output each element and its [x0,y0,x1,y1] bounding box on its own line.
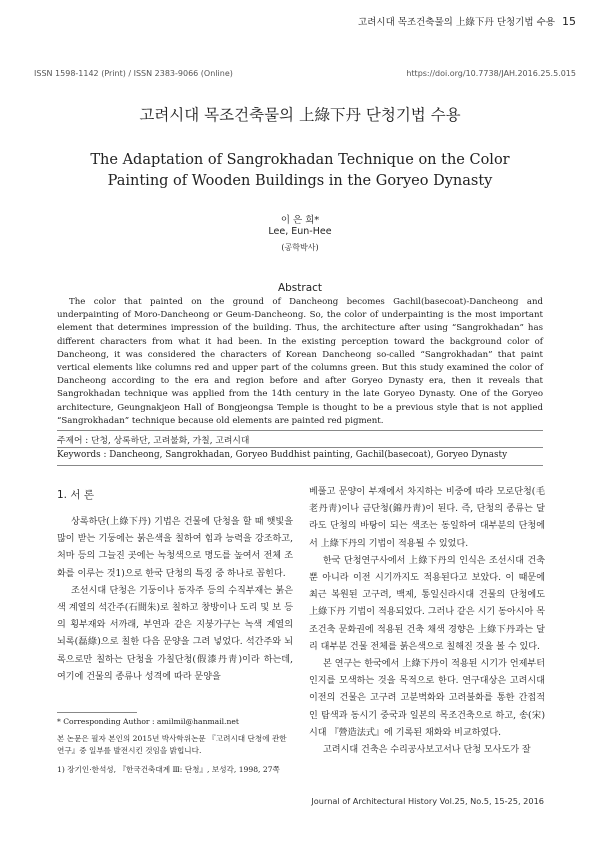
page-number: 15 [562,15,576,28]
paragraph: 상록하단(上綠下丹) 기법은 건물에 단청을 할 때 햇빛을 많이 받는 기둥에는 붉은색을 칠하여 힘과 능력을 강조하고, 처마 등의 그늘진 곳에는 녹청색으로 명도를 높여서 전체 조화를 이루는 것1)으로 한국 단청의 특징 중 하나로 꼽힌다. [57,517,293,579]
title-korean: 고려시대 목조건축물의 上綠下丹 단청기법 수용 [139,106,461,124]
running-header [358,14,576,28]
body-column-left [57,514,293,686]
author-name-korean: 이 은 희* [280,215,320,226]
abstract-body [57,296,543,428]
running-title: 고려시대 목조건축물의 上綠下丹 단청기법 수용 [358,17,555,28]
footnote-1: 1) 장기인·한석성, 『한국건축대계 Ⅲ: 단청』, 보성각, 1998, 27쪽 [57,765,280,774]
abstract-heading: Abstract [277,282,323,294]
issn: ISSN 1598-1142 (Print) / ISSN 2383-9066 (Online) [34,69,233,78]
paragraph: 고려시대 건축은 수리공사보고서나 단청 모사도가 잘 [323,745,531,756]
keywords-bottom-rule [57,465,543,466]
body-column-right [309,484,545,759]
title-english: The Adaptation of Sangrokhadan Technique on the Color Painting of Wooden Buildings in the Goryeo Dynasty [90,152,510,189]
doi-link[interactable]: https://doi.org/10.7738/JAH.2016.25.5.015 [406,69,576,78]
section-heading-introduction: 1. 서 론 [57,489,94,501]
author-affiliation: (공학박사) [281,243,319,252]
acknowledgement-note: 본 논문은 필자 본인의 2015년 박사학위논문 『고려시대 단청에 관한 연구』중 일부를 발전시킨 것임을 밝힙니다. [57,734,287,755]
keywords-mid-rule [57,447,543,448]
journal-footer: Journal of Architectural History Vol.25, No.5, 15-25, 2016 [311,796,544,806]
author-name-english: Lee, Eun-Hee [268,226,332,237]
abstract-text: The color that painted on the ground of Dancheong becomes Gachil(basecoat)-Dancheong and underpainting of Moro-Dancheong or Geum-Dancheong. So, the color of underpainting is the most important element that determines impression of the building. Thus, the architecture after using “Sangrokhadan” has different characters from what it had been. In the existing perception toward the background color of Dancheong, it was considered the characters of Korean Dancheong so-called “Sangrokhadan” that paint vertical elements like columns red and upper part of the columns green. But this study examined the color of Dancheong according to the era and region before and after Goryeo Dynasty era, then it reveals that Sangrokhadan technique was applied from the 14th century in the late Goryeo Dynasty. One of the Goryeo architecture, Geungnakjeon Hall of Bongjeongsa Temple is thought to be a previous style that is not applied “Sangrokhadan” technique because old elements are painted red pigment. [57,297,543,426]
paragraph: 조선시대 단청은 기둥이나 동자주 등의 수직부재는 붉은색 계열의 석간주(石間朱)로 칠하고 창방이나 도리 및 보 등의 횡부재와 서까래, 부연과 같은 지붕가구는 녹색 계열의 뇌록(磊綠)으로 칠한 다음 문양을 그려 넣었다. 석간주와 뇌록으로만 칠하는 단청을 가칠단청(假漆丹靑)이라 하는데, 여기에 건물의 종류나 성격에 따라 문양을 [57,585,293,682]
corresponding-author: * Corresponding Author : amilmil@hanmail.net [57,717,239,726]
keywords-korean: 주제어 : 단청, 상록하단, 고려불화, 가칠, 고려시대 [57,436,250,446]
footnote-rule [57,712,137,713]
keywords-top-rule [57,430,543,431]
paragraph: 베풀고 문양이 부재에서 차지하는 비중에 따라 모로단청(毛老丹靑)이나 금단청(錦丹靑)이 된다. 즉, 단청의 종류는 달라도 단청의 바탕이 되는 색조는 동일하여 대부분의 단청에서 上綠下丹의 기법이 적용될 수 있었다. [309,487,545,549]
keywords-english: Keywords : Dancheong, Sangrokhadan, Goryeo Buddhist painting, Gachil(basecoat), Goryeo Dynasty [57,450,508,460]
paragraph: 본 연구는 한국에서 上綠下丹이 적용된 시기가 언제부터인지를 모색하는 것을 목적으로 한다. 연구대상은 고려시대 이전의 건물은 고구려 고분벽화와 고려불화를 통한 간접적인 탐색과 동시기 중국과 일본의 목조건축으로 하고, 송(宋)시대 『營造法式』에 기록된 채화와 비교하였다. [309,659,545,738]
paragraph: 한국 단청연구사에서 上綠下丹의 인식은 조선시대 건축뿐 아니라 이전 시기까지도 적용된다고 보았다. 이 때문에 최근 복원된 고구려, 백제, 통일신라시대 건물의 단청에도 上綠下丹 기법이 적용되었다. 그러나 같은 시기 동아시아 목조건축 문화권에 적용된 건축 채색 경향은 上綠下丹과는 달리 대부분 건물 전체를 붉은색으로 칠해진 것을 볼 수 있다. [309,555,545,652]
